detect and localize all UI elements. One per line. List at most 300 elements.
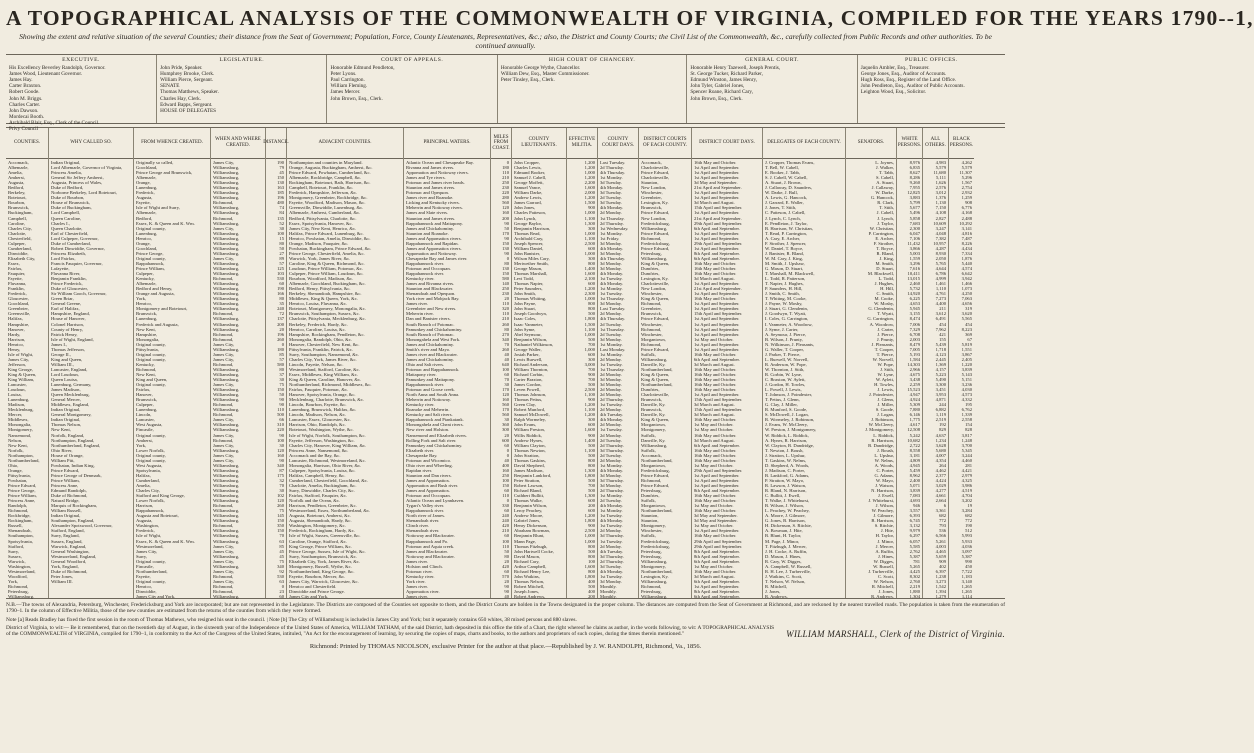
table-cell: I. Coles, G. Carrington,	[765, 316, 809, 322]
table-cell: 4,157	[935, 366, 946, 372]
table-cell: Accomack and the Bay, &c.	[289, 452, 341, 458]
officer-block	[6, 55, 157, 133]
table-cell: 103	[277, 271, 284, 277]
table-cell: Northampton,	[8, 452, 34, 458]
table-cell: Greenbrier and New rivers.	[406, 306, 457, 312]
table-cell: Monthly.	[600, 583, 617, 589]
table-cell: Thomas Nelson,	[514, 578, 545, 584]
table-cell: Rockingham, Botetourt, Bath, Harrison, &c.	[289, 180, 371, 186]
table-cell: 1,000	[584, 250, 595, 256]
table-cell: Rappahannock river.	[406, 508, 445, 514]
table-cell: 70	[504, 341, 509, 347]
table-cell: 8,930	[935, 250, 946, 256]
table-cell: J. Whitehurst,	[868, 498, 894, 504]
table-cell: B. Wilson, J. Prunty,	[765, 336, 803, 342]
table-cell: 1st May and October.	[694, 523, 734, 529]
table-cell: 1,304	[909, 594, 920, 600]
table-cell: S. Goode,	[875, 407, 894, 413]
officer-line: Privy Council	[9, 126, 38, 133]
table-cell: Lunenburg,	[136, 316, 158, 322]
table-cell: Original county,	[136, 356, 166, 362]
table-cell: Princess Elizabeth,	[51, 250, 86, 256]
table-cell: G. Carrington,	[867, 316, 894, 322]
table-cell: 1st April and September.	[694, 326, 740, 332]
table-cell: 0	[506, 498, 509, 504]
printer-imprint: Richmond: Printed by THOMAS NICOLSON, exclusive Printer for the author at that place.—Republished by J. W. RANDOLPH, Richmond, Va., 1856.	[309, 643, 702, 651]
table-cell: 16th May and October.	[694, 568, 737, 574]
table-cell: James City and York.	[289, 594, 329, 600]
table-cell: 1,500	[584, 200, 595, 206]
table-cell: Williamsburg,	[213, 397, 240, 403]
table-cell: 1,119	[935, 412, 946, 418]
table-cell: Gloucester,	[8, 296, 29, 302]
table-cell: 16th May and October.	[694, 271, 737, 277]
table-cell: 3,986	[961, 483, 972, 488]
table-cell: Berkeley, Shenandoah, Hampshire, &c.	[289, 291, 362, 297]
table-cell: 530	[277, 276, 284, 282]
table-cell: 3d Tuesday.	[600, 180, 622, 186]
table-cell: Albemarle, Rockbridge, Campbell, &c.	[289, 175, 362, 181]
table-cell: 2,445	[935, 356, 946, 362]
table-cell: 4,434	[961, 245, 972, 251]
column-rows	[598, 159, 638, 600]
table-cell: J. Watson,	[875, 483, 894, 488]
table-cell: J. Pleasants,	[871, 341, 894, 347]
table-cell: 319	[965, 306, 972, 312]
table-cell: James river and Roanoke.	[406, 195, 454, 201]
table-cell: 160	[277, 452, 284, 458]
table-cell: Green Clay,	[514, 402, 536, 408]
table-cell: Smith's river and Mayo.	[406, 346, 451, 352]
table-cell: 2,050	[935, 255, 946, 261]
table-cell: Montgomery, Greenbrier, Rockbridge, &c.	[289, 195, 368, 201]
table-cell: 536	[939, 528, 946, 534]
table-cell: 6,642	[961, 271, 972, 277]
table-cell: Williamsburg,	[213, 260, 240, 266]
table-cell: 4th Monday.	[600, 568, 624, 574]
table-cell: Fredericksburg,	[641, 220, 670, 226]
table-cell: Lord Loudoun,	[51, 371, 79, 377]
table-column	[49, 128, 134, 598]
table-cell: 1,200	[584, 195, 595, 201]
table-cell: Williamsburg,	[213, 427, 240, 433]
table-cell: 3d Thursday.	[600, 447, 624, 453]
table-cell: Montgomery and Botetourt,	[136, 306, 188, 312]
table-cell: 4,030	[961, 387, 972, 393]
table-cell: G. Clay, J. Miller,	[765, 402, 798, 408]
table-cell: Richmond,	[213, 503, 234, 509]
table-cell: Dumfries,	[641, 271, 660, 277]
table-cell: 3,202	[961, 498, 972, 504]
table-cell: 6,745	[909, 518, 920, 524]
table-cell: T. Bell, W. Cabell,	[765, 165, 799, 171]
table-cell: Chesterfield,	[8, 235, 32, 241]
table-cell: 5,459	[909, 467, 920, 473]
table-cell: 192	[939, 422, 946, 428]
table-cell: 580	[277, 361, 284, 367]
table-cell: Greenbrier,	[641, 306, 662, 312]
table-cell: 1st April and September.	[694, 306, 740, 312]
table-cell: Richard Cary,	[514, 558, 540, 564]
table-cell: Morgantown,	[641, 336, 666, 342]
table-cell: Meherrin and Nottoway rivers.	[406, 205, 463, 211]
table-cell: 150	[277, 387, 284, 393]
table-cell: Pittsylvania,	[8, 472, 31, 478]
table-cell: James City,	[213, 160, 235, 165]
table-cell: Warwick, England,	[51, 543, 87, 549]
table-cell: Henrico,	[8, 341, 24, 347]
table-cell: Bedford, Pittsylvania, Charlotte, &c.	[289, 215, 357, 221]
table-cell: 4th Monday.	[600, 185, 624, 191]
table-cell: 454	[965, 321, 972, 327]
table-cell: 6,776	[961, 205, 972, 211]
table-cell: Fayette, Jefferson, Washington, &c.	[289, 437, 355, 443]
table-cell: 10,292	[959, 220, 972, 226]
table-cell: Potomac and Wicomico.	[406, 457, 452, 463]
table-cell: Greensville, Dinwiddie, Lunenburg, &c.	[289, 205, 364, 211]
table-cell: Richmond,	[641, 477, 662, 483]
table-cell: James City,	[213, 225, 235, 231]
table-cell: 7,006	[909, 321, 920, 327]
table-cell: Samuel Vance,	[514, 185, 542, 191]
table-cell: 70	[504, 377, 509, 383]
table-cell: Staunton and Dan rivers.	[406, 472, 452, 478]
notes-paragraph: N.B.—The towns of Alexandria, Petersburg, Winchester, Fredericksburg and York are incorporated; but are not represented in the Legislature. The Districts are composed of the Counties set opposite to them, and the District Courts are holden in the Towns designated in the proper column. The distances are computed from the Seat of Government at Richmond, and are reckoned by the nearest travelled roads. The population is taken from the enumeration of 1790–1. In the column of Effective Militia, those of the new counties are estimated from the returns of the counties from which they were formed.	[6, 602, 1005, 615]
table-cell: John Stuart,	[514, 306, 536, 312]
table-cell: Monongahela and West Fork.	[406, 336, 461, 342]
table-cell: T. Boyce,	[876, 245, 894, 251]
table-cell: Princess Anne, Nansemond, &c.	[289, 447, 349, 453]
table-cell: Benjamin Franklin,	[51, 276, 87, 282]
table-cell: 1,100	[584, 235, 595, 241]
table-cell: James City and York.	[136, 594, 176, 600]
table-cell: D. Mason, J. Hines,	[765, 553, 802, 559]
table-cell: 9,979	[909, 528, 920, 534]
table-cell: 1,000	[584, 538, 595, 544]
table-cell: 793	[939, 523, 946, 529]
column-rows	[763, 159, 845, 600]
table-cell: Henrico,	[136, 235, 152, 241]
table-cell: 6th April and September.	[694, 225, 740, 231]
table-cell: 8,474	[909, 316, 920, 322]
column-header: DISTRICT COURT DAYS.	[692, 128, 762, 159]
officer-line: Edward Bapps, Sergeant.	[160, 101, 213, 108]
table-cell: Gabriel Jones,	[514, 518, 541, 524]
table-cell: William III.	[51, 578, 73, 584]
table-cell: Morgantown,	[641, 503, 666, 509]
table-cell: 40	[504, 356, 509, 362]
table-cell: James river.	[406, 583, 428, 589]
table-cell: 1,000	[584, 230, 595, 236]
table-cell: Licking and Kentucky rivers.	[406, 200, 460, 206]
table-cell: 5,440	[961, 260, 972, 266]
table-cell: 1st April and September.	[694, 528, 740, 534]
table-cell: Westmoreland, England,	[51, 553, 97, 559]
table-cell: 2,762	[909, 548, 920, 554]
table-cell: 1,600	[584, 185, 595, 191]
table-cell: 3d Monday.	[600, 382, 622, 388]
table-cell: 50	[504, 548, 509, 554]
table-cell: J. Syme, J. Carter,	[765, 326, 799, 332]
table-cell: Atlantic Ocean and Lynnhaven.	[406, 498, 465, 504]
table-cell: 50	[279, 392, 284, 398]
table-cell: W. Russell,	[873, 563, 894, 569]
table-cell: 1,000	[584, 533, 595, 539]
table-cell: Thomas Jefferson,	[51, 346, 85, 352]
table-cell: King & Queen,	[8, 371, 37, 377]
table-cell: Botetourt,	[8, 195, 27, 201]
table-cell: J. Jones,	[765, 588, 781, 594]
table-cell: Williamsburg,	[641, 442, 668, 448]
table-cell: Southampton, England,	[51, 518, 95, 524]
table-cell: Originally so called,	[136, 160, 174, 165]
table-cell: 600	[588, 351, 595, 357]
table-cell: 130	[502, 245, 509, 251]
table-cell: Edmund Booker,	[514, 170, 546, 176]
table-cell: 4,262	[961, 160, 972, 165]
table-cell: 196	[277, 331, 284, 337]
table-cell: 2,500	[584, 240, 595, 246]
table-cell: Nottoway and Blackwater.	[406, 553, 455, 559]
officer-line: His Excellency Beverley Randolph, Governor.	[9, 65, 106, 72]
table-cell: Amelia,	[8, 170, 23, 176]
table-cell: 45	[279, 548, 284, 554]
table-cell: Thomas Marshall,	[514, 271, 548, 277]
table-cell: York,	[136, 442, 147, 448]
table-cell: James and Appomattox.	[406, 477, 451, 483]
table-cell: 110	[502, 301, 509, 307]
table-cell: 260	[502, 346, 509, 352]
table-cell: 700	[588, 483, 595, 488]
table-cell: P. Carrington,	[868, 230, 894, 236]
table-cell: Thomas Newton,	[514, 447, 546, 453]
table-cell: B. Harrison, W. Christian,	[765, 225, 813, 231]
officer-line: Paul Carrington.	[330, 77, 365, 84]
table-cell: 5,345	[961, 447, 972, 453]
table-cell: 5,223	[935, 371, 946, 377]
table-cell: 6,762	[961, 407, 972, 413]
table-cell: Shenandoah river.	[406, 528, 440, 534]
table-cell: Culpeper,	[8, 240, 26, 246]
table-cell: Williamsburg,	[213, 195, 240, 201]
table-cell: Abraham Bowman,	[514, 528, 550, 534]
table-cell: Loudoun,	[8, 387, 26, 393]
table-cell: Charles Patteson,	[514, 210, 546, 216]
table-cell: Lunenburg, Brunswick, Halifax, &c.	[289, 407, 357, 413]
table-cell: 150	[277, 528, 284, 534]
table-cell: 2,558	[961, 417, 972, 423]
table-cell: Albemarle, Goochland, Buckingham, &c.	[289, 281, 366, 287]
table-cell: Goochland,	[136, 165, 158, 171]
table-cell: Hampshire,	[8, 321, 30, 327]
table-cell: 5,387	[961, 553, 972, 559]
table-cell: 4,332	[961, 397, 972, 403]
table-cell: R. Mitchell,	[871, 583, 894, 589]
table-cell: 1st April and September.	[694, 301, 740, 307]
table-cell: D. Shepherd, A. Woods,	[765, 462, 810, 468]
table-cell: 1,238	[935, 573, 946, 579]
table-cell: George Mason,	[514, 265, 543, 271]
table-cell: 6th April and September.	[694, 442, 740, 448]
table-cell: Richard Anderson,	[514, 361, 549, 367]
table-cell: Danville, Ky.	[641, 437, 666, 443]
table-cell: Petersburg,	[641, 250, 662, 256]
table-cell: Robert Andrews,	[514, 594, 546, 600]
table-cell: 300	[588, 417, 595, 423]
table-cell: 1,600	[584, 271, 595, 277]
table-cell: 1,376	[935, 195, 946, 201]
table-cell: Richmond,	[213, 215, 234, 221]
officer-block	[157, 55, 327, 123]
table-cell: Nathaniel Wilkinson,	[514, 341, 554, 347]
table-cell: Original county,	[136, 432, 166, 438]
table-cell: 1st May and October.	[694, 563, 734, 569]
table-cell: J. Turberville,	[868, 568, 894, 574]
table-cell: 1,551	[961, 346, 972, 352]
table-cell: Lancaster,	[8, 382, 27, 388]
table-cell: 1st Monday.	[600, 175, 623, 181]
table-cell: James and Appomattox.	[406, 488, 451, 494]
table-cell: 0	[506, 447, 509, 453]
table-cell: Morgantown,	[641, 462, 666, 468]
table-cell: Harrison,	[136, 503, 154, 509]
table-cell: Williamsburg,	[213, 245, 240, 251]
table-cell: John Payne,	[514, 301, 537, 307]
table-cell: Montgomery,	[641, 427, 666, 433]
table-cell: 3,140	[961, 578, 972, 584]
officer-line: John Dawson.	[9, 107, 39, 114]
column-rows	[897, 159, 922, 600]
table-cell: 90	[504, 235, 509, 241]
table-cell: Williamsburg,	[213, 316, 240, 322]
table-cell: C. Porter,	[876, 467, 894, 473]
table-cell: 1,876	[961, 255, 972, 261]
table-cell: Green Briar,	[51, 296, 74, 302]
table-cell: 1st Tuesday.	[600, 427, 623, 433]
table-cell: 145	[277, 513, 284, 519]
table-cell: 14,920	[907, 291, 920, 297]
table-cell: 7,962	[935, 326, 946, 332]
table-cell: King & Queen,	[641, 377, 670, 383]
table-cell: Lafayette,	[51, 265, 70, 271]
table-cell: 4,123	[935, 351, 946, 357]
table-cell: 7,150	[935, 205, 946, 211]
table-cell: 12,825	[907, 190, 920, 196]
column-rows	[134, 159, 210, 600]
table-cell: 1st Thursday.	[600, 296, 625, 302]
officer-block	[327, 55, 497, 123]
table-cell: 1st April and September.	[694, 472, 740, 478]
table-cell: 1,542	[935, 583, 946, 589]
table-cell: 30	[279, 377, 284, 383]
table-cell: 16th May and October.	[694, 387, 737, 393]
table-cell: Lincoln, Madison, Nelson, &c.	[289, 412, 347, 418]
table-cell: King & Queen,	[641, 417, 670, 423]
table-cell: 3,817	[961, 432, 972, 438]
table-cell: 5,732	[909, 286, 920, 292]
table-cell: 4,653	[909, 301, 920, 307]
table-cell: Hampshire, England,	[51, 311, 90, 317]
table-cell: Williamsburg,	[213, 220, 240, 226]
table-cell: Washington, Montgomery, &c.	[289, 523, 346, 529]
table-cell: 63	[279, 578, 284, 584]
table-cell: 8,479	[909, 341, 920, 347]
table-cell: Williamsburg,	[213, 594, 240, 600]
table-cell: 682	[939, 513, 946, 519]
table-cell: 170	[502, 230, 509, 236]
table-cell: Rockingham,	[8, 518, 33, 524]
table-cell: 160	[502, 467, 509, 473]
table-cell: 3,141	[961, 225, 972, 231]
table-cell: 6th April and September.	[694, 558, 740, 564]
table-cell: S. Ritchie,	[874, 523, 894, 529]
table-cell: P. Stratton, W. Mayo,	[765, 477, 805, 483]
officer-line: Spencer Roane, Richard Cary,	[690, 89, 753, 96]
officer-block	[687, 55, 857, 123]
table-cell: Williamsburg,	[213, 271, 240, 277]
table-cell: Augusta,	[136, 195, 153, 201]
table-cell: Nelson,	[8, 437, 23, 443]
table-cell: Danville, Ky.	[641, 412, 666, 418]
table-cell: Brunswick,	[136, 311, 158, 317]
table-cell: J. Stratton, L. Upshur,	[765, 452, 806, 458]
table-cell: 1,200	[584, 513, 595, 519]
table-cell: 1,718	[935, 346, 946, 352]
table-cell: 4th Tuesday.	[600, 548, 624, 554]
table-cell: S. Cabell,	[876, 175, 894, 181]
table-cell: 4th Monday.	[600, 417, 624, 423]
table-cell: P. Saunders, H. Hill,	[765, 286, 803, 292]
table-cell: A. Bowman, J. Hite,	[765, 528, 803, 534]
table-cell: 75	[279, 508, 284, 514]
table-column	[639, 128, 692, 598]
table-cell: 1,220	[961, 361, 972, 367]
table-cell: 2,300	[909, 225, 920, 231]
officer-line: HOUSE OF DELEGATES	[160, 107, 217, 114]
table-cell: A. Woods,	[874, 462, 894, 468]
table-cell: 150	[502, 271, 509, 277]
table-cell: James City,	[213, 432, 235, 438]
table-cell: 560	[502, 412, 509, 418]
column-rows	[949, 159, 974, 600]
table-cell: Fayette, Woodford, Madison, Mason, &c.	[289, 200, 366, 206]
table-cell: 2,000	[584, 190, 595, 196]
table-cell: 3d Monday.	[600, 260, 622, 266]
table-cell: 16th May and October.	[694, 382, 737, 388]
table-cell: Potomac and Goose creek.	[406, 387, 455, 393]
table-cell: 900	[588, 205, 595, 211]
table-cell: 170	[502, 387, 509, 393]
table-cell: Mattapony river.	[406, 371, 437, 377]
table-cell: T. Nelson, W. Nelson,	[765, 578, 806, 584]
officer-line: Leighton Wood, Esq., Solicitor.	[860, 89, 927, 96]
table-cell: Elizabeth City, York, James River, &c.	[289, 558, 360, 564]
table-cell: 1,100	[584, 326, 595, 332]
table-cell: Henry,	[8, 346, 21, 352]
table-cell: Lunenburg,	[136, 407, 158, 413]
table-cell: J. Banister, R. Bland,	[765, 250, 804, 256]
table-cell: 63	[279, 538, 284, 544]
table-cell: 4,675	[909, 371, 920, 377]
table-cell: Richard Henry Lee,	[514, 568, 551, 574]
table-cell: L. Joynes,	[875, 160, 894, 165]
table-cell: New river and Holston.	[406, 427, 450, 433]
table-cell: Middlesex,	[8, 417, 29, 423]
table-cell: Ohio River,	[51, 447, 73, 453]
table-cell: 900	[588, 371, 595, 377]
table-cell: 230	[502, 291, 509, 297]
table-cell: Williamsburg,	[641, 225, 668, 231]
